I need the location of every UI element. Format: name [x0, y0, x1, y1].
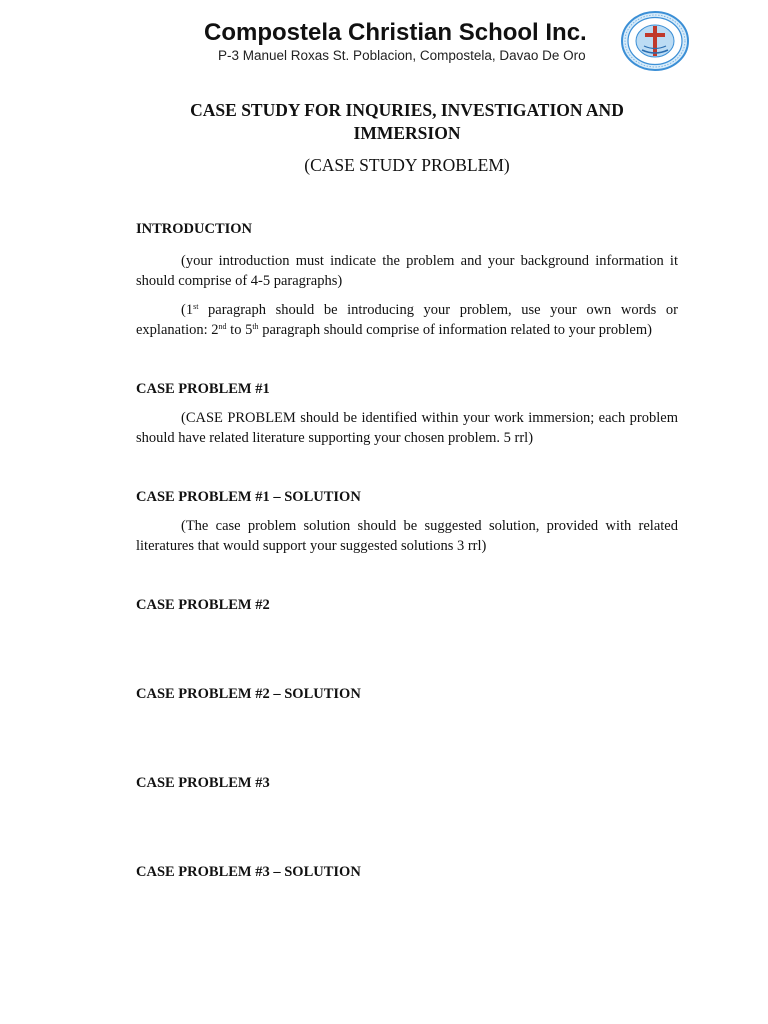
- case-problem-2-solution-heading: CASE PROBLEM #2 – SOLUTION: [136, 686, 361, 702]
- case-problem-1-heading: CASE PROBLEM #1: [136, 381, 270, 397]
- document-subtitle: (CASE STUDY PROBLEM): [304, 155, 510, 175]
- case-problem-1-solution-heading: CASE PROBLEM #1 – SOLUTION: [136, 489, 361, 505]
- introduction-heading: INTRODUCTION: [136, 221, 253, 237]
- case-problem-1-solution-text: (The case problem solution should be suggested solution, provided with related literatures that would support your suggested solutions 3 rrl): [136, 518, 678, 554]
- case-problem-2-heading: CASE PROBLEM #2: [136, 597, 270, 613]
- school-seal-icon: [620, 10, 690, 72]
- introduction-paragraph-2: (1st paragraph should be introducing your problem, use your own words or explanation: 2nd to 5th paragraph should comprise of information related to your problem): [136, 302, 678, 338]
- school-address: P-3 Manuel Roxas St. Poblacion, Compostela, Davao De Oro: [218, 48, 586, 63]
- case-problem-1-text: (CASE PROBLEM should be identified within your work immersion; each problem should have related literature supporting your chosen problem. 5 rrl): [136, 410, 678, 446]
- school-name: Compostela Christian School Inc.: [204, 19, 587, 46]
- document-title: CASE STUDY FOR INQURIES, INVESTIGATION AND IMMERSION: [190, 100, 624, 143]
- case-problem-3-solution-heading: CASE PROBLEM #3 – SOLUTION: [136, 864, 361, 880]
- introduction-paragraph-1: (your introduction must indicate the problem and your background information it should comprise of 4-5 paragraphs): [136, 253, 678, 289]
- case-problem-3-heading: CASE PROBLEM #3: [136, 775, 270, 791]
- letterhead: [0, 0, 768, 80]
